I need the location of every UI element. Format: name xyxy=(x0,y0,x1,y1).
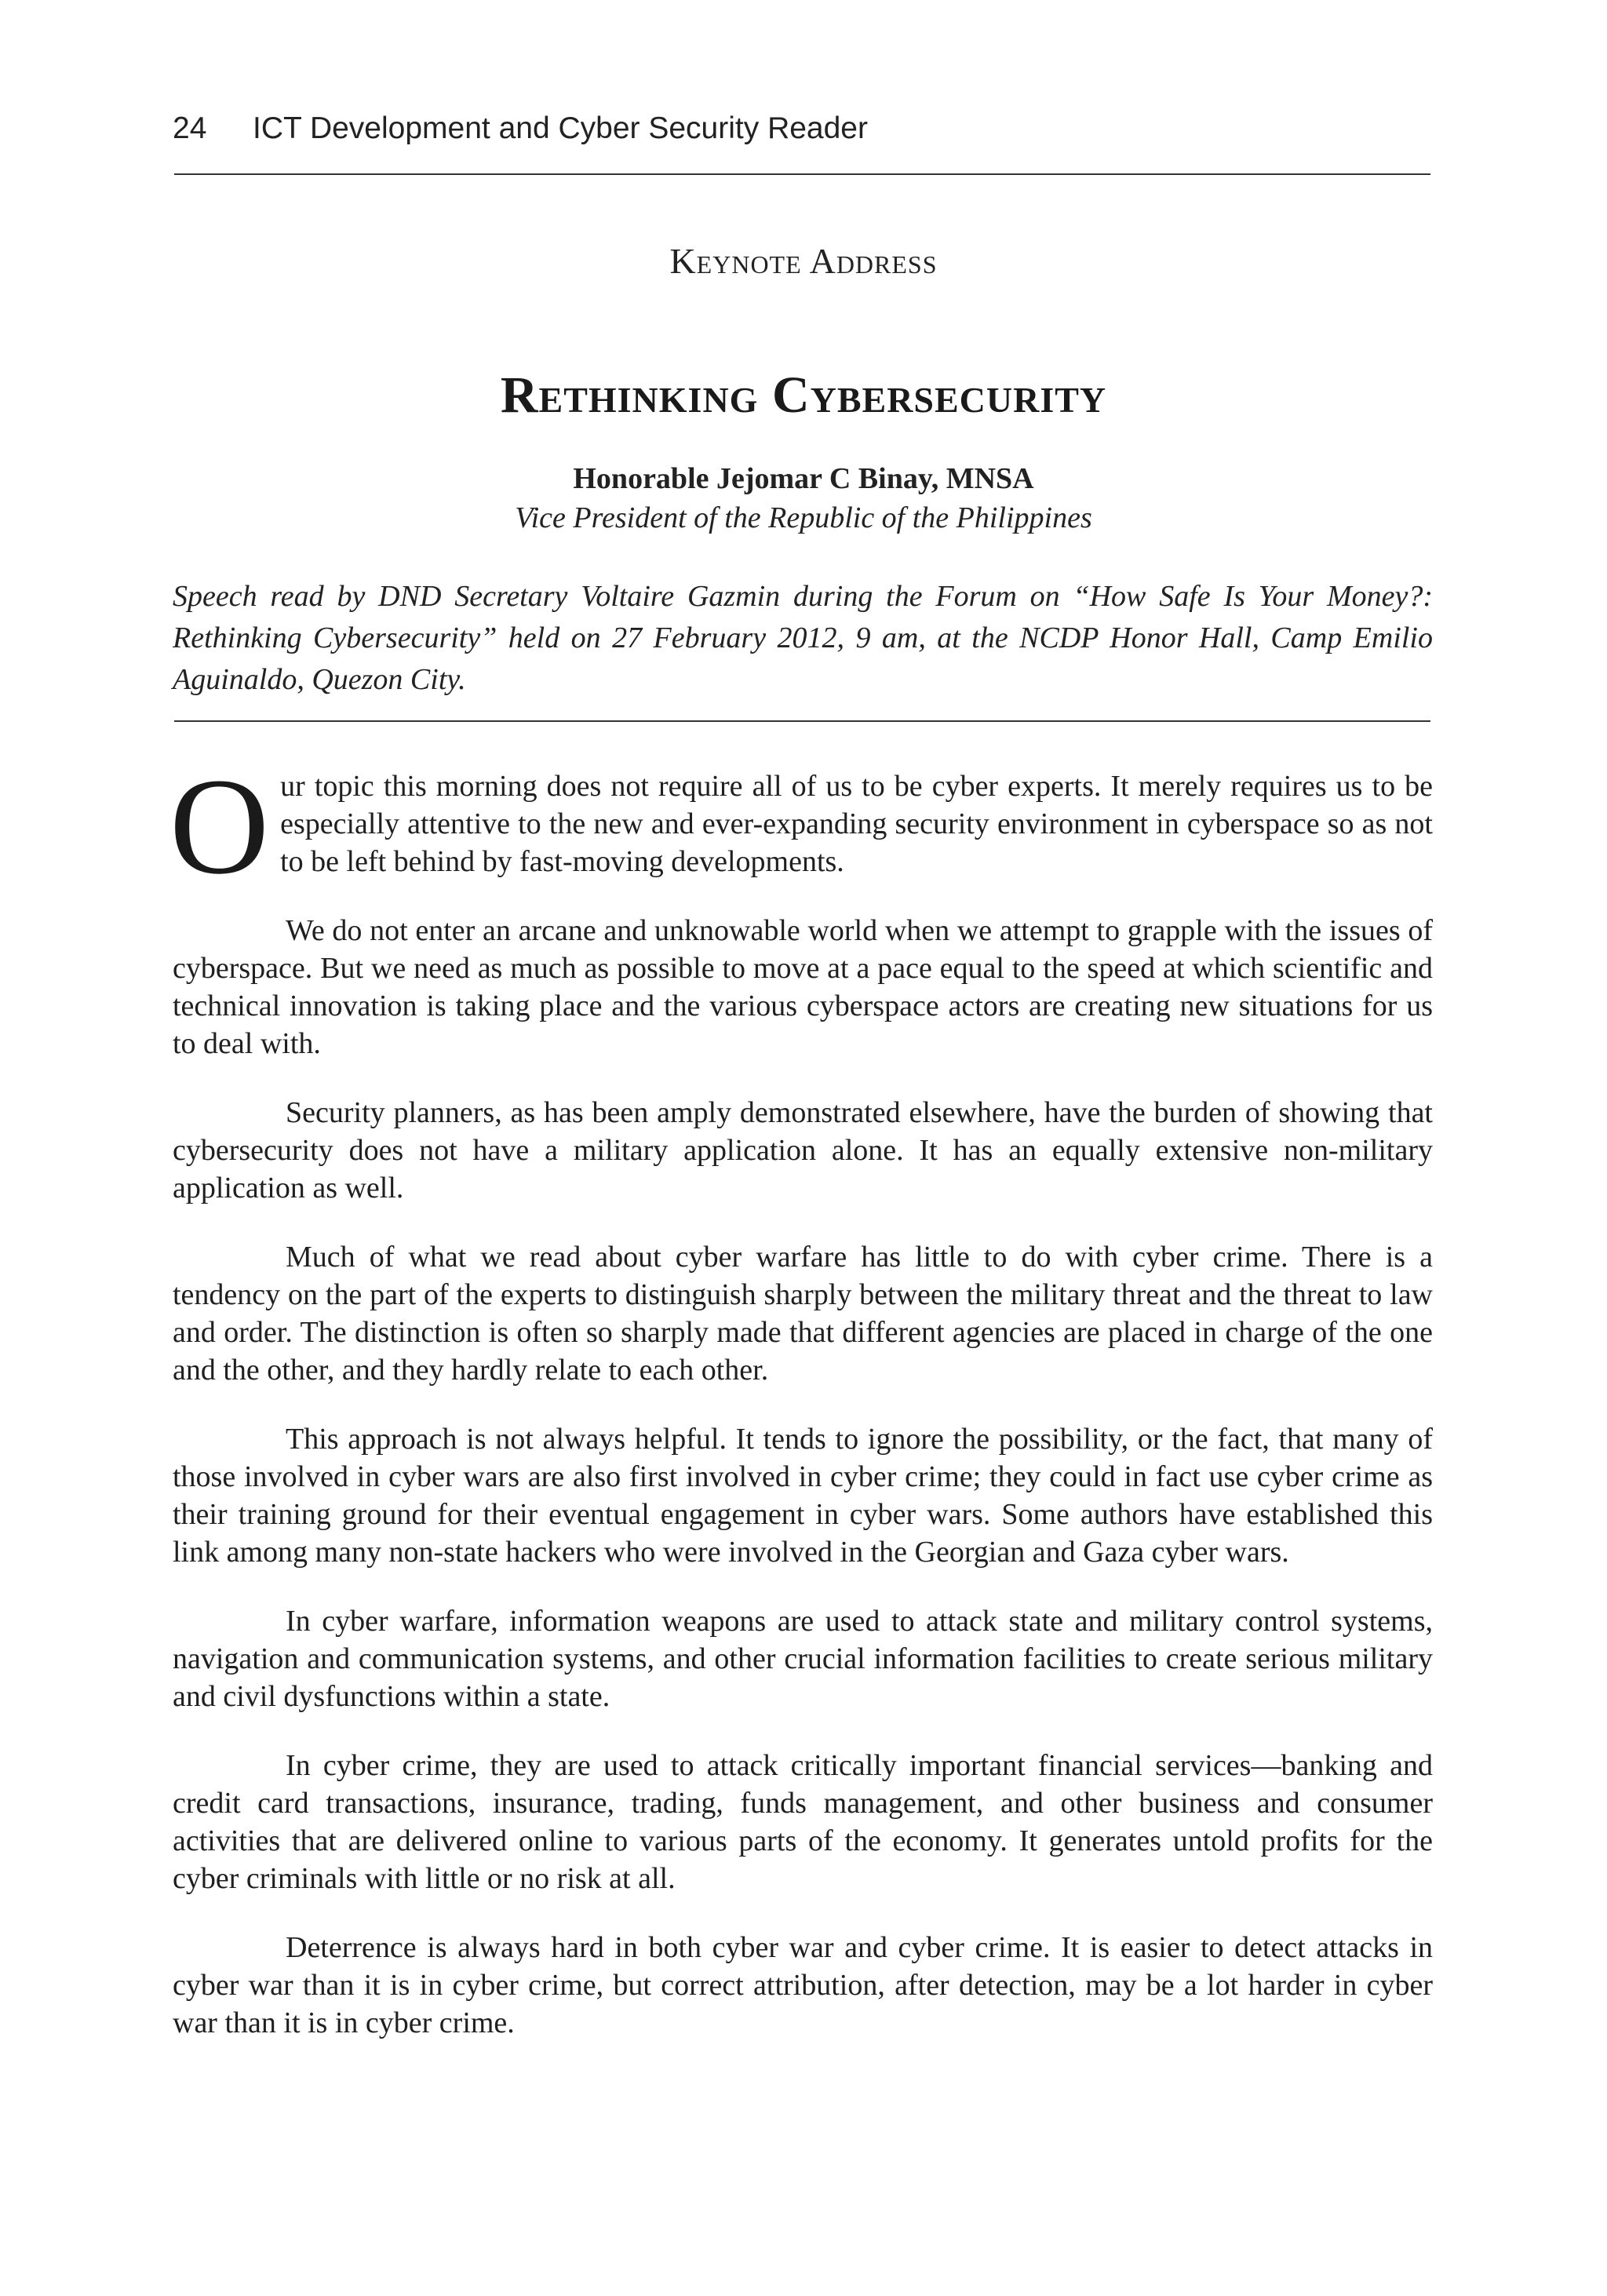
article-body xyxy=(169,750,1433,2073)
running-header xyxy=(173,111,1431,146)
speech-context-note: Speech read by DND Secretary Voltaire Gazmin during the Forum on “How Safe Is Your Money?: Rethinking Cybersecurity” held on 27 February 2012, 9 am, at the NCDP Honor Hall, Camp Emilio Aguinaldo, Quezon City. xyxy=(173,580,1433,696)
article-title: Rethinking Cybersecurity xyxy=(500,366,1107,424)
page-number: 24 xyxy=(173,111,207,145)
header-divider xyxy=(174,173,1430,175)
body-paragraph: This approach is not always helpful. It tends to ignore the possibility, or the fact, that many of those involved in cyber wars are also first involved in cyber crime; they could in fact use cyber crime as their training ground for their eventual engagement in cyber wars. Some authors have established this link among many non-state hackers who were involved in the Georgian and Gaza cyber wars. xyxy=(173,1423,1433,1569)
body-paragraph: In cyber crime, they are used to attack critically important financial services—banking and credit card transactions, insurance, trading, funds management, and other business and consumer activities that are delivered online to various parts of the economy. It generates untold profits for the cyber criminals with little or no risk at all. xyxy=(173,1749,1433,1895)
lead-paragraph-text: ur topic this morning does not require all of us to be cyber experts. It merely requires us to be especially attentive to the new and ever-expanding security environment in cyberspace so as not to be left behind by fast-moving developments. xyxy=(280,770,1433,878)
running-title: ICT Development and Cyber Security Reader xyxy=(253,111,868,145)
author-role: Vice President of the Republic of the Philippines xyxy=(515,501,1092,534)
body-paragraph: Security planners, as has been amply demonstrated elsewhere, have the burden of showing that cybersecurity does not have a military application alone. It has an equally extensive non-military application as well. xyxy=(173,1096,1433,1204)
body-paragraph: We do not enter an arcane and unknowable world when we attempt to grapple with the issues of cyberspace. But we need as much as possible to move at a pace equal to the speed at which scientific and technical innovation is taking place and the various cyberspace actors are creating new situations for us to deal with. xyxy=(173,914,1433,1060)
lead-paragraph xyxy=(169,750,1433,903)
section-kicker: Keynote Address xyxy=(669,241,938,281)
author-name: Honorable Jejomar C Binay, MNSA xyxy=(573,462,1034,495)
intro-divider xyxy=(174,720,1430,722)
drop-cap: O xyxy=(169,750,270,903)
body-paragraph: In cyber warfare, information weapons are used to attack state and military control systems, navigation and communication systems, and other crucial information facilities to create serious military and civil dysfunctions within a state. xyxy=(173,1605,1433,1713)
body-paragraph: Much of what we read about cyber warfare has little to do with cyber crime. There is a tendency on the part of the experts to distinguish sharply between the military threat and the threat to law and order. The distinction is often so sharply made that different agencies are placed in charge of the one and the other, and they hardly relate to each other. xyxy=(173,1241,1433,1387)
body-paragraph: Deterrence is always hard in both cyber war and cyber crime. It is easier to detect attacks in cyber war than it is in cyber crime, but correct attribution, after detection, may be a lot harder in cyber war than it is in cyber crime. xyxy=(173,1931,1433,2039)
